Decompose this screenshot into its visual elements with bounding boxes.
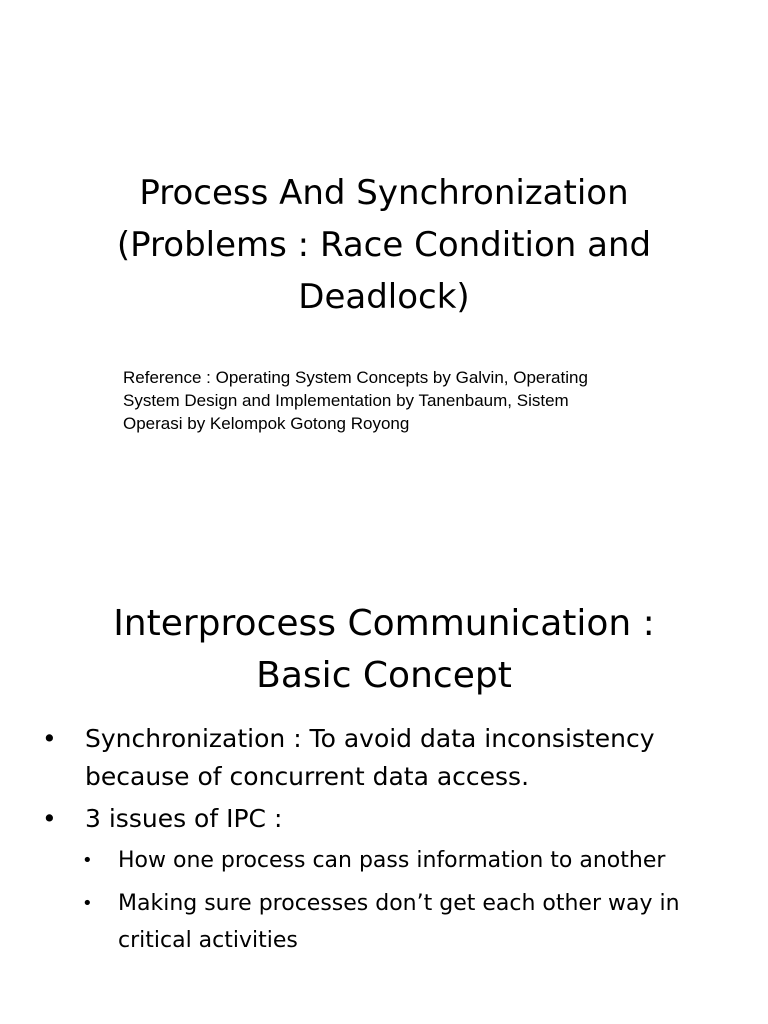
reference-text bbox=[123, 366, 683, 435]
slide-2-title bbox=[40, 598, 728, 702]
reference-line: Operasi by Kelompok Gotong Royong bbox=[123, 414, 410, 433]
title-line: (Problems : Race Condition and bbox=[116, 225, 652, 265]
bullet-text: Synchronization : To avoid data inconsistency because of concurrent data access. bbox=[85, 724, 655, 791]
sub-bullet-text: Making sure processes don’t get each other way in critical activities bbox=[118, 891, 680, 953]
sub-bullet-item bbox=[0, 885, 768, 959]
bullet-item bbox=[0, 720, 768, 796]
bullet-item bbox=[0, 800, 768, 838]
reference-line: Reference : Operating System Concepts by Galvin, Operating bbox=[123, 368, 588, 387]
sub-bullet-item bbox=[0, 842, 768, 879]
title-line: Deadlock) bbox=[298, 277, 470, 317]
sub-bullet-text: How one process can pass information to another bbox=[118, 848, 666, 873]
reference-line: System Design and Implementation by Tanenbaum, Sistem bbox=[123, 391, 569, 410]
bullet-icon: • bbox=[42, 724, 57, 753]
title-line: Basic Concept bbox=[256, 655, 512, 696]
sub-bullet-icon: • bbox=[82, 893, 93, 914]
bullet-icon: • bbox=[42, 804, 57, 833]
title-line: Interprocess Communication : bbox=[113, 603, 655, 644]
slide-1-title bbox=[60, 167, 708, 323]
sub-bullet-icon: • bbox=[82, 850, 93, 871]
sub-bullet-list bbox=[0, 842, 768, 959]
slide-2 bbox=[0, 512, 768, 1024]
sub-bullet-group bbox=[0, 842, 768, 959]
bullet-list bbox=[0, 720, 768, 965]
bullet-text: 3 issues of IPC : bbox=[85, 804, 283, 833]
title-line: Process And Synchronization bbox=[139, 173, 629, 213]
